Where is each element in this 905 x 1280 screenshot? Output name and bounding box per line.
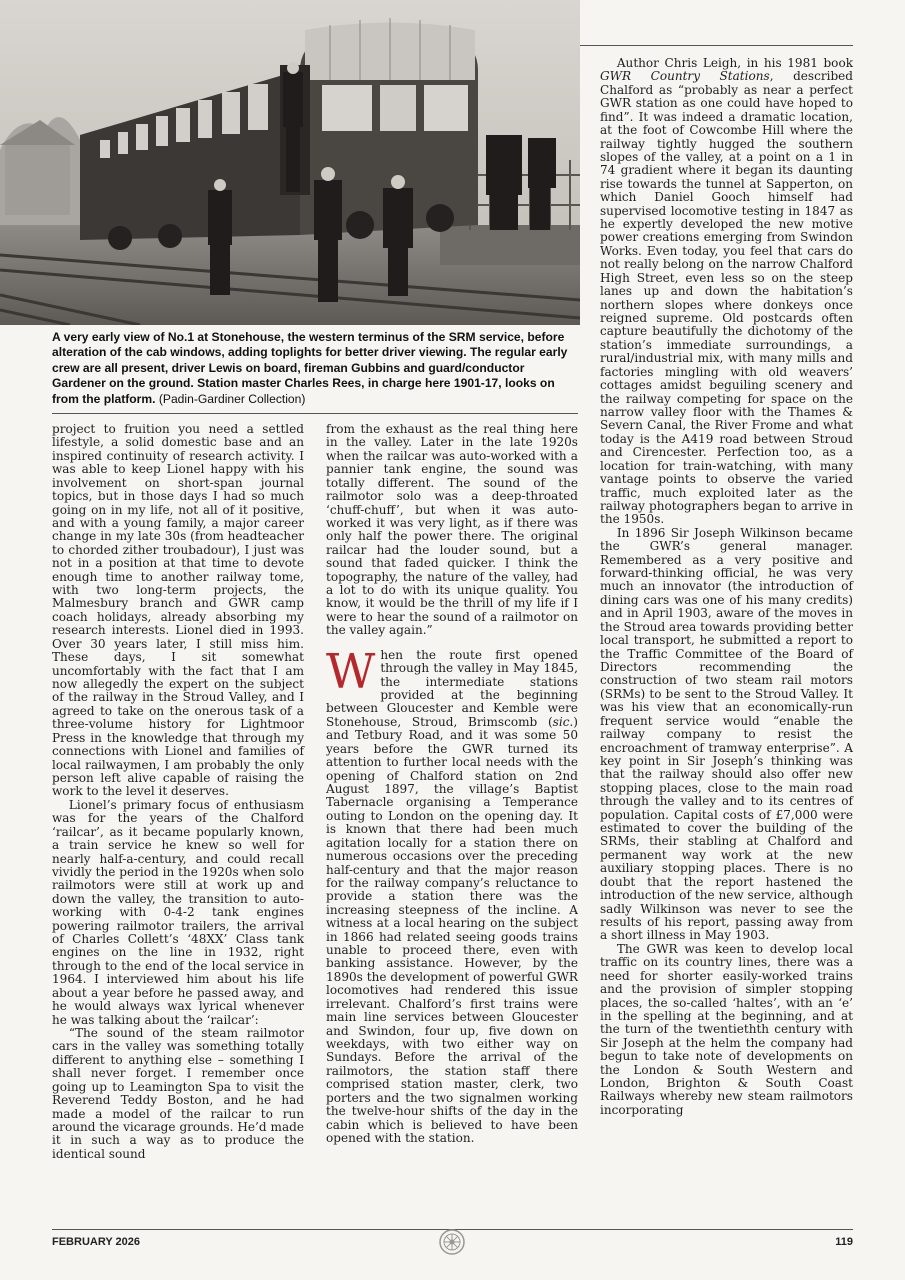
caption-rule xyxy=(52,413,578,414)
paragraph: Author Chris Leigh, in his 1981 book GWR Country Stations, described Chalford as “probably as near a perfect GWR station as one could have hoped to find”. It was indeed a dramatic location, at the foot of Cowcombe Hill where the railway tightly hugged the southern slopes of the valley, at a point on a 1 in 74 gradient where it began its daunting rise towards the tunnel at Sapperton, on which Daniel Gooch himself had supervised locomotive testing in 1847 as he expertly developed the new motive power creations emerging from Swindon Works. Even today, you feel that cars do not really belong on the narrow Chalford High Street, even less so on the steep lanes up and down the habitation’s northern slopes where donkeys once reigned supreme. Old postcards often capture beautifully the dichotomy of the station’s immediate surroundings, a rural/industrial mix, with many mills and factories mingling with old weavers’ cottages amidst beguiling scenery and the railway competing for space on the narrow valley floor with the Thames & Severn Canal, the River Frome and what today is the A419 road between Stroud and Cirencester. Perfection too, as a location for train-watching, with many vantage points to observe the varied traffic, much exploited later as the railway photographers began to arrive in the 1950s. xyxy=(600,56,853,527)
paragraph: In 1896 Sir Joseph Wilkinson became the GWR’s general manager. Remembered as a very positive and forward-thinking official, he was very much an innovator (the introduction of dining cars was one of his many credits) and in April 1903, aware of the moves in the Stroud area towards providing better local transport, he submitted a report to the Traffic Committee of the Board of Directors recommending the construction of two steam rail motors (SRMs) to be sent to the Stroud Valley. It was his view that an economically-run frequent service would “enable the railway company to resist the encroachment of tramway enterprise”. A key point in Sir Joseph’s thinking was that the railway should also offer new stopping places, close to the main road through the valley and to its centres of population. Capital costs of £7,000 were estimated to cover the building of the SRMs, their stabling at Chalford and permanent way work at the new auxiliary stopping places. There is no doubt that the report hastened the introduction of the new service, although sadly Wilkinson was never to see the results of his report, passing away from a short illness in May 1903. xyxy=(600,525,853,943)
text-column-3 xyxy=(600,57,853,1117)
caption-text: A very early view of No.1 at Stonehouse, the western terminus of the SRM service, before alteration of the cab windows, adding toplights for better driver viewing. The regular early crew are all present, driver Lewis on board, fireman Gubbins and guard/conductor Gardener on the ground. Station master Charles Rees, in charge here 1901-17, looks on from the platform. xyxy=(52,330,568,406)
text-column-1 xyxy=(52,423,304,1161)
paragraph-dropcap: When the route first opened through the valley in May 1845, the intermediate stations provided at the beginning between Gloucester and Kemble were Stonehouse, Stroud, Brimscomb (sic.) and Tetbury Road, and it was some 50 years before the GWR turned its attention to further local needs with the opening of Chalford station on 2nd August 1897, the village’s Baptist Tabernacle organising a Temperance outing to London on the opening day. It is known that there had been much agitation locally for a station there on numerous occasions over the preceding half-century and that the major reason for the railway company’s reluctance to provide a station there was the increasing steepness of the incline. A witness at a local hearing on the subject in 1866 had related seeing goods trains unable to proceed there, even with banking assistance. However, by the 1890s the development of powerful GWR locomotives had rendered this issue irrelevant. Chalford’s first trains were main line services between Gloucester and Swindon, four up, five down on weekdays, with two either way on Sundays. Before the arrival of the railmotors, the station staff there comprised station master, clerk, two porters and the two signalmen working the twelve-hour shifts of the day in the cabin which is believed to have been opened with the station. xyxy=(326,643,578,1145)
text-column-2 xyxy=(326,423,578,1145)
paragraph: project to fruition you need a settled lifestyle, a solid domestic base and an inspired continuity of research activity. I was able to keep Lionel happy with his involvement on short-span journal topics, but in those days I had so much going on in my life, not all of it positive, and with a young family, a major career change in my late 30s (from headteacher to chorded zither troubadour), I just was not in a position at that time to devote enough time to another railway tome, with two long-term projects, the Malmesbury branch and GWR camp coach holidays, already absorbing my research interests. Lionel died in 1993. Over 30 years later, I still miss him. These days, I sit somewhat uncomfortably with the fact that I am now allegedly the expert on the subject of the railway in the Stroud Valley, and I agreed to take on the onerous task of a three-volume history for Lightmoor Press in the knowledge that through my connections with Lionel and families of local railwaymen, I am probably the only person left alive capable of raising the work to the level it deserves. xyxy=(52,422,304,799)
paragraph: from the exhaust as the real thing here in the valley. Later in the late 1920s when the railcar was auto-worked with a pannier tank engine, the sound was totally different. The sound of the railmotor solo was a deep-throated ‘chuff-chuff’, but when it was auto-worked it was very light, as if there was only half the power there. The original railcar had the louder sound, but a sound that faded quicker. I think the topography, the nature of the valley, had a lot to do with its unique quality. You know, it would be the thrill of my life if I were to hear the sound of a railmotor on the valley again.” xyxy=(326,422,578,638)
photo-caption xyxy=(52,330,577,407)
paragraph: The GWR was keen to develop local traffic on its country lines, there was a need for shorter easily-worked trains and the provision of simpler stopping places, the so-called ‘haltes’, with an ‘e’ in the spelling at the beginning, and at the turn of the twentiethth century with Sir Joseph at the helm the company had begun to take note of developments on the London & South Western and London, Brighton & South Coast Railways whereby new steam railmotors incorporating xyxy=(600,941,853,1117)
caption-credit: (Padin-Gardiner Collection) xyxy=(158,391,306,406)
column-top-rule xyxy=(580,45,853,46)
photo-railmotor-stonehouse xyxy=(0,0,580,325)
drop-cap: W xyxy=(326,643,376,700)
paragraph: “The sound of the steam railmotor cars in the valley was something totally different to anything else – something I shall never forget. I remember once going up to Leamington Spa to visit the Reverend Teddy Boston, and he had made a model of the railcar to run around the vicarage grounds. He’d made it in such a way as to produce the identical sound xyxy=(52,1025,304,1161)
paragraph: Lionel’s primary focus of enthusiasm was for the years of the Chalford ‘railcar’, as it became popularly known, a train service he knew so well for nearly half-a-century, and could recall vividly the period in the 1920s when solo railmotors were still at work up and down the valley, the transition to auto-working with 0-4-2 tank engines powering railmotor trailers, the arrival of Charles Collett’s ‘48XX’ Class tank engines on the line in 1932, right through to the end of the local service in 1964. I interviewed him about his life about a year before he passed away, and he would always wax lyrical whenever he was talking about the ‘railcar’: xyxy=(52,797,304,1027)
issue-date: FEBRUARY 2026 xyxy=(52,1236,141,1248)
page-number: 119 xyxy=(835,1236,853,1248)
wheel-emblem-icon xyxy=(438,1228,466,1256)
